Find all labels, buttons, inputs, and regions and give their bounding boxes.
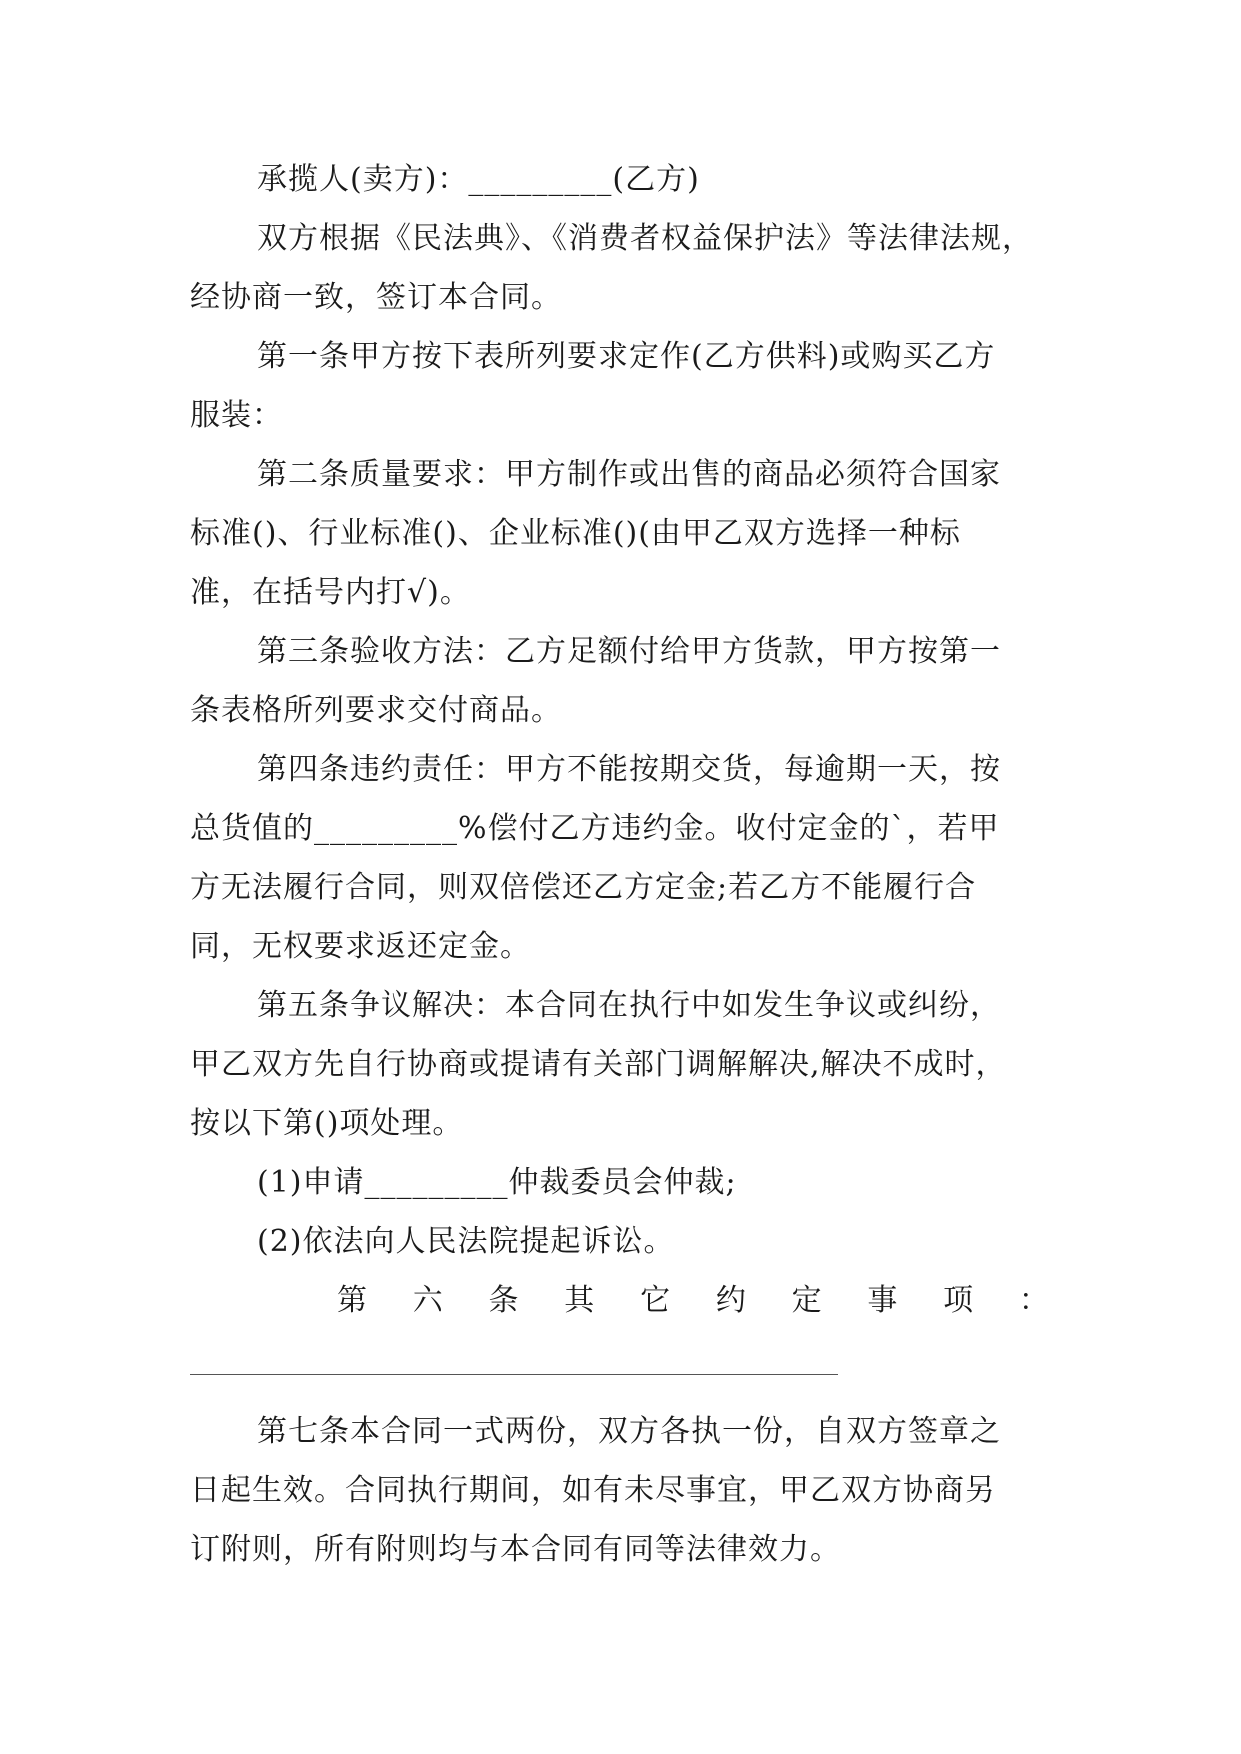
text-line: 准，在括号内打√)。 — [190, 575, 471, 610]
heading-char: 它 — [640, 1283, 672, 1318]
underline-rule — [190, 1374, 838, 1375]
text-line: 承揽人(卖方)：_________(乙方) — [257, 162, 700, 197]
text-line: 标准()、行业标准()、企业标准()(由甲乙双方选择一种标 — [190, 516, 961, 551]
contract-body-continued — [190, 1402, 1050, 1579]
text-line: 第五条争议解决：本合同在执行中如发生争议或纠纷， — [257, 988, 1001, 1023]
heading-char: 条 — [488, 1283, 520, 1318]
text-line: 同，无权要求返还定金。 — [190, 929, 531, 964]
text-line: 条表格所列要求交付商品。 — [190, 693, 562, 728]
heading-char: 第 — [337, 1283, 368, 1318]
text-line: 服装： — [190, 398, 283, 433]
text-line: (1)申请_________仲裁委员会仲裁; — [257, 1165, 737, 1200]
heading-char: 定 — [791, 1283, 823, 1318]
text-line: 第一条甲方按下表所列要求定作(乙方供料)或购买乙方 — [257, 339, 996, 374]
contract-page — [190, 150, 1050, 1579]
text-line: (2)依法向人民法院提起诉讼。 — [257, 1224, 675, 1259]
text-line: 第四条违约责任：甲方不能按期交货，每逾期一天，按 — [257, 752, 1001, 787]
blank-fill-line — [190, 1330, 1050, 1402]
text-line: 第三条验收方法：乙方足额付给甲方货款，甲方按第一 — [257, 634, 1001, 669]
heading-char: ： — [1018, 1283, 1050, 1318]
heading-char: 约 — [715, 1283, 747, 1318]
text-line: 第七条本合同一式两份，双方各执一份，自双方签章之 — [257, 1414, 1001, 1449]
contract-body — [190, 150, 1050, 1271]
text-line: 日起生效。合同执行期间，如有未尽事宜，甲乙双方协商另 — [190, 1473, 996, 1508]
text-line: 订附则，所有附则均与本合同有同等法律效力。 — [190, 1532, 841, 1567]
text-line: 按以下第()项处理。 — [190, 1106, 464, 1141]
heading-char: 项 — [943, 1283, 975, 1318]
text-line: 方无法履行合同，则双倍偿还乙方定金;若乙方不能履行合 — [190, 870, 977, 905]
text-line: 第二条质量要求：甲方制作或出售的商品必须符合国家 — [257, 457, 1001, 492]
heading-char: 六 — [412, 1283, 444, 1318]
text-line: 甲乙双方先自行协商或提请有关部门调解解决,解决不成时， — [190, 1047, 1007, 1082]
text-line: 经协商一致，签订本合同。 — [190, 280, 562, 315]
text-line: 双方根据《民法典》、《消费者权益保护法》等法律法规， — [257, 221, 1033, 256]
heading-char: 事 — [867, 1283, 899, 1318]
heading-char: 其 — [564, 1283, 596, 1318]
article-six-heading — [190, 1271, 1050, 1330]
text-line: 总货值的_________%偿付乙方违约金。收付定金的`，若甲 — [190, 811, 1000, 846]
